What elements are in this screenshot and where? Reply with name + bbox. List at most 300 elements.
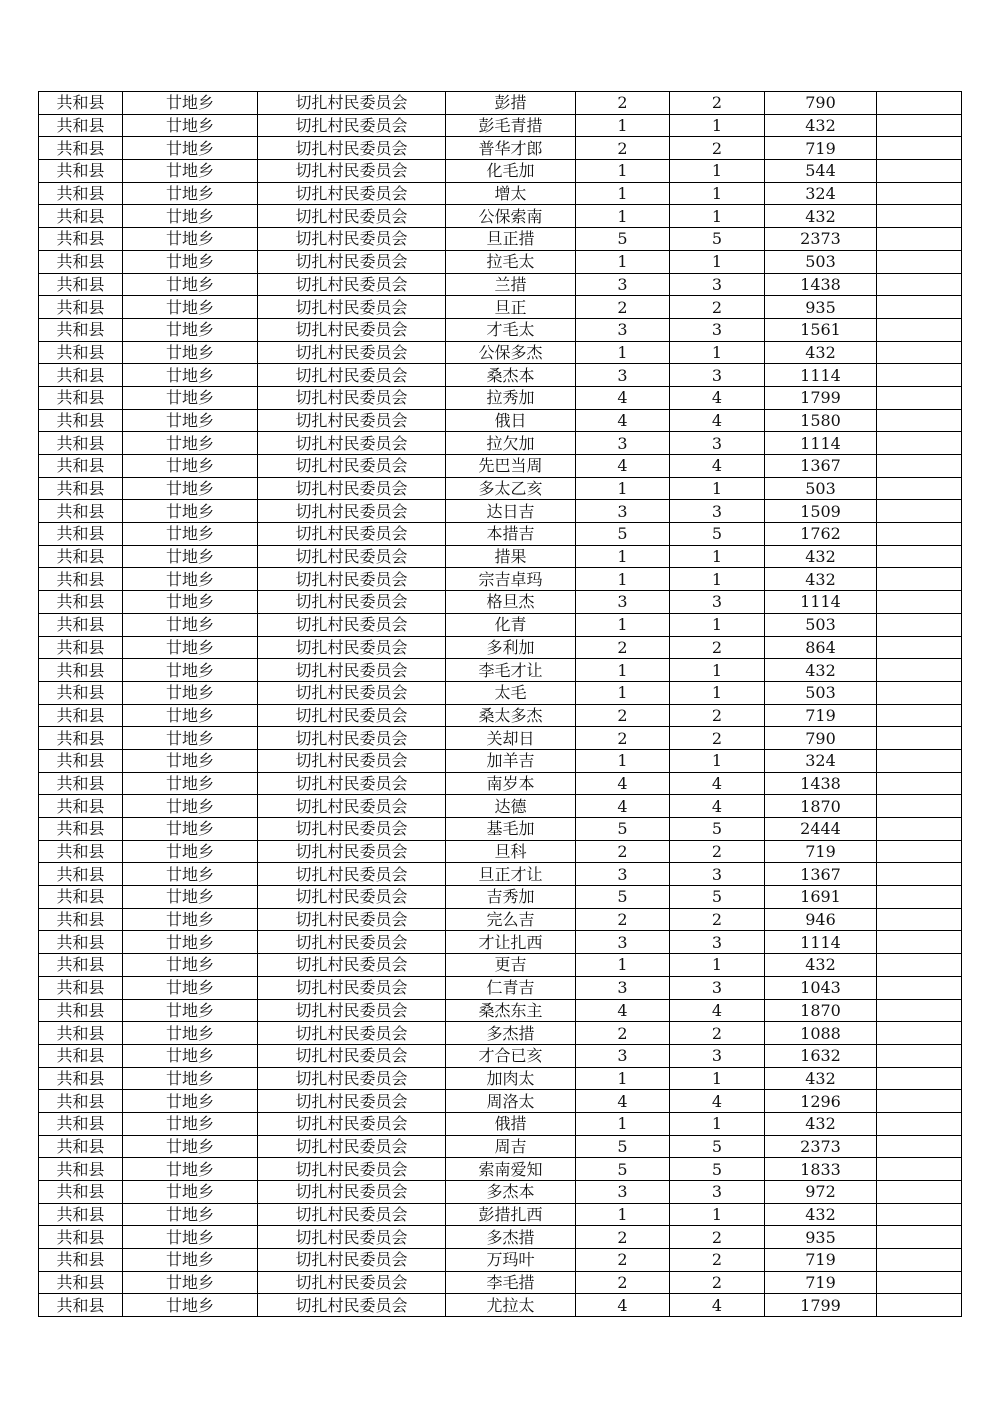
name-cell: 俄日 [446, 409, 576, 432]
remark-cell [877, 1181, 962, 1204]
county-cell: 共和县 [39, 500, 123, 523]
name-cell: 增太 [446, 182, 576, 205]
township-cell: 廿地乡 [123, 545, 258, 568]
county-cell: 共和县 [39, 636, 123, 659]
aid-count-cell: 4 [670, 999, 765, 1022]
name-cell: 彭措扎西 [446, 1203, 576, 1226]
remark-cell [877, 114, 962, 137]
amount-cell: 719 [765, 137, 877, 160]
aid-count-cell: 4 [670, 1090, 765, 1113]
county-cell: 共和县 [39, 545, 123, 568]
township-cell: 廿地乡 [123, 1226, 258, 1249]
village-committee-cell: 切扎村民委员会 [258, 386, 446, 409]
household-size-cell: 3 [576, 863, 670, 886]
village-committee-cell: 切扎村民委员会 [258, 228, 446, 251]
amount-cell: 503 [765, 613, 877, 636]
name-cell: 旦正 [446, 296, 576, 319]
county-cell: 共和县 [39, 250, 123, 273]
village-committee-cell: 切扎村民委员会 [258, 1271, 446, 1294]
aid-count-cell: 2 [670, 92, 765, 115]
township-cell: 廿地乡 [123, 160, 258, 183]
village-committee-cell: 切扎村民委员会 [258, 1249, 446, 1272]
county-cell: 共和县 [39, 613, 123, 636]
table-row [39, 749, 962, 772]
village-committee-cell: 切扎村民委员会 [258, 523, 446, 546]
amount-cell: 1114 [765, 591, 877, 614]
county-cell: 共和县 [39, 1203, 123, 1226]
household-size-cell: 3 [576, 318, 670, 341]
household-size-cell: 2 [576, 1226, 670, 1249]
table-row [39, 364, 962, 387]
village-committee-cell: 切扎村民委员会 [258, 205, 446, 228]
table-row [39, 727, 962, 750]
household-size-cell: 1 [576, 568, 670, 591]
table-row [39, 1044, 962, 1067]
remark-cell [877, 1203, 962, 1226]
table-row [39, 1090, 962, 1113]
name-cell: 格旦杰 [446, 591, 576, 614]
county-cell: 共和县 [39, 296, 123, 319]
name-cell: 关却日 [446, 727, 576, 750]
household-size-cell: 5 [576, 886, 670, 909]
household-size-cell: 3 [576, 432, 670, 455]
remark-cell [877, 613, 962, 636]
table-row [39, 92, 962, 115]
township-cell: 廿地乡 [123, 727, 258, 750]
township-cell: 廿地乡 [123, 1271, 258, 1294]
remark-cell [877, 523, 962, 546]
remark-cell [877, 772, 962, 795]
household-size-cell: 1 [576, 160, 670, 183]
township-cell: 廿地乡 [123, 205, 258, 228]
household-size-cell: 2 [576, 840, 670, 863]
remark-cell [877, 455, 962, 478]
household-size-cell: 2 [576, 92, 670, 115]
township-cell: 廿地乡 [123, 840, 258, 863]
name-cell: 拉欠加 [446, 432, 576, 455]
village-committee-cell: 切扎村民委员会 [258, 545, 446, 568]
household-size-cell: 4 [576, 386, 670, 409]
table-row [39, 318, 962, 341]
household-size-cell: 1 [576, 749, 670, 772]
household-size-cell: 5 [576, 818, 670, 841]
remark-cell [877, 318, 962, 341]
table-row [39, 1158, 962, 1181]
county-cell: 共和县 [39, 273, 123, 296]
aid-count-cell: 1 [670, 160, 765, 183]
township-cell: 廿地乡 [123, 523, 258, 546]
household-size-cell: 1 [576, 477, 670, 500]
aid-count-cell: 1 [670, 205, 765, 228]
county-cell: 共和县 [39, 228, 123, 251]
household-size-cell: 1 [576, 545, 670, 568]
township-cell: 廿地乡 [123, 409, 258, 432]
name-cell: 公保多杰 [446, 341, 576, 364]
remark-cell [877, 1067, 962, 1090]
table-row [39, 500, 962, 523]
amount-cell: 790 [765, 727, 877, 750]
name-cell: 宗吉卓玛 [446, 568, 576, 591]
aid-count-cell: 2 [670, 1226, 765, 1249]
county-cell: 共和县 [39, 886, 123, 909]
township-cell: 廿地乡 [123, 795, 258, 818]
amount-cell: 1114 [765, 432, 877, 455]
table-row [39, 772, 962, 795]
table-row [39, 1271, 962, 1294]
aid-count-cell: 3 [670, 931, 765, 954]
county-cell: 共和县 [39, 1226, 123, 1249]
remark-cell [877, 727, 962, 750]
village-committee-cell: 切扎村民委员会 [258, 749, 446, 772]
remark-cell [877, 432, 962, 455]
aid-count-cell: 1 [670, 749, 765, 772]
remark-cell [877, 1158, 962, 1181]
township-cell: 廿地乡 [123, 863, 258, 886]
household-size-cell: 2 [576, 704, 670, 727]
name-cell: 措果 [446, 545, 576, 568]
village-committee-cell: 切扎村民委员会 [258, 500, 446, 523]
village-committee-cell: 切扎村民委员会 [258, 659, 446, 682]
amount-cell: 432 [765, 954, 877, 977]
township-cell: 廿地乡 [123, 886, 258, 909]
county-cell: 共和县 [39, 205, 123, 228]
amount-cell: 432 [765, 114, 877, 137]
county-cell: 共和县 [39, 727, 123, 750]
household-size-cell: 4 [576, 999, 670, 1022]
remark-cell [877, 1090, 962, 1113]
township-cell: 廿地乡 [123, 999, 258, 1022]
table-row [39, 160, 962, 183]
aid-count-cell: 4 [670, 409, 765, 432]
table-row [39, 477, 962, 500]
village-committee-cell: 切扎村民委员会 [258, 137, 446, 160]
village-committee-cell: 切扎村民委员会 [258, 818, 446, 841]
table-row [39, 931, 962, 954]
township-cell: 廿地乡 [123, 92, 258, 115]
table-row [39, 409, 962, 432]
aid-count-cell: 2 [670, 727, 765, 750]
table-row [39, 1181, 962, 1204]
table-row [39, 886, 962, 909]
county-cell: 共和县 [39, 1249, 123, 1272]
county-cell: 共和县 [39, 1135, 123, 1158]
village-committee-cell: 切扎村民委员会 [258, 477, 446, 500]
table-row [39, 1112, 962, 1135]
name-cell: 才让扎西 [446, 931, 576, 954]
table-row [39, 205, 962, 228]
village-committee-cell: 切扎村民委员会 [258, 1090, 446, 1113]
aid-count-cell: 4 [670, 772, 765, 795]
county-cell: 共和县 [39, 749, 123, 772]
township-cell: 廿地乡 [123, 1203, 258, 1226]
household-size-cell: 5 [576, 523, 670, 546]
county-cell: 共和县 [39, 409, 123, 432]
county-cell: 共和县 [39, 1158, 123, 1181]
village-committee-cell: 切扎村民委员会 [258, 704, 446, 727]
table-row [39, 681, 962, 704]
aid-count-cell: 1 [670, 250, 765, 273]
county-cell: 共和县 [39, 341, 123, 364]
township-cell: 廿地乡 [123, 1112, 258, 1135]
table-row [39, 523, 962, 546]
township-cell: 廿地乡 [123, 228, 258, 251]
name-cell: 拉秀加 [446, 386, 576, 409]
county-cell: 共和县 [39, 182, 123, 205]
aid-count-cell: 1 [670, 1203, 765, 1226]
remark-cell [877, 1044, 962, 1067]
township-cell: 廿地乡 [123, 364, 258, 387]
amount-cell: 1833 [765, 1158, 877, 1181]
county-cell: 共和县 [39, 704, 123, 727]
name-cell: 先巴当周 [446, 455, 576, 478]
village-committee-cell: 切扎村民委员会 [258, 863, 446, 886]
aid-count-cell: 1 [670, 341, 765, 364]
village-committee-cell: 切扎村民委员会 [258, 681, 446, 704]
household-size-cell: 2 [576, 1271, 670, 1294]
aid-count-cell: 1 [670, 659, 765, 682]
remark-cell [877, 500, 962, 523]
name-cell: 万玛叶 [446, 1249, 576, 1272]
name-cell: 基毛加 [446, 818, 576, 841]
household-size-cell: 2 [576, 727, 670, 750]
amount-cell: 1799 [765, 1294, 877, 1317]
remark-cell [877, 1271, 962, 1294]
household-size-cell: 1 [576, 954, 670, 977]
remark-cell [877, 160, 962, 183]
county-cell: 共和县 [39, 772, 123, 795]
table-row [39, 228, 962, 251]
county-cell: 共和县 [39, 114, 123, 137]
remark-cell [877, 296, 962, 319]
name-cell: 本措吉 [446, 523, 576, 546]
remark-cell [877, 568, 962, 591]
household-size-cell: 4 [576, 409, 670, 432]
amount-cell: 935 [765, 1226, 877, 1249]
table-row [39, 908, 962, 931]
household-size-cell: 1 [576, 341, 670, 364]
remark-cell [877, 863, 962, 886]
name-cell: 周吉 [446, 1135, 576, 1158]
township-cell: 廿地乡 [123, 477, 258, 500]
name-cell: 普华才郎 [446, 137, 576, 160]
village-committee-cell: 切扎村民委员会 [258, 455, 446, 478]
household-size-cell: 3 [576, 500, 670, 523]
remark-cell [877, 386, 962, 409]
township-cell: 廿地乡 [123, 976, 258, 999]
village-committee-cell: 切扎村民委员会 [258, 1203, 446, 1226]
name-cell: 加羊吉 [446, 749, 576, 772]
village-committee-cell: 切扎村民委员会 [258, 591, 446, 614]
county-cell: 共和县 [39, 455, 123, 478]
county-cell: 共和县 [39, 386, 123, 409]
village-committee-cell: 切扎村民委员会 [258, 1158, 446, 1181]
remark-cell [877, 886, 962, 909]
amount-cell: 1799 [765, 386, 877, 409]
township-cell: 廿地乡 [123, 568, 258, 591]
county-cell: 共和县 [39, 364, 123, 387]
aid-count-cell: 2 [670, 908, 765, 931]
table-row [39, 704, 962, 727]
aid-count-cell: 3 [670, 591, 765, 614]
village-committee-cell: 切扎村民委员会 [258, 886, 446, 909]
table-row [39, 1022, 962, 1045]
county-cell: 共和县 [39, 840, 123, 863]
aid-count-cell: 5 [670, 886, 765, 909]
aid-count-cell: 1 [670, 477, 765, 500]
aid-count-cell: 5 [670, 818, 765, 841]
name-cell: 太毛 [446, 681, 576, 704]
aid-count-cell: 1 [670, 613, 765, 636]
aid-count-cell: 3 [670, 318, 765, 341]
name-cell: 彭措 [446, 92, 576, 115]
household-size-cell: 2 [576, 1249, 670, 1272]
township-cell: 廿地乡 [123, 1067, 258, 1090]
name-cell: 旦正才让 [446, 863, 576, 886]
village-committee-cell: 切扎村民委员会 [258, 1294, 446, 1317]
township-cell: 廿地乡 [123, 318, 258, 341]
name-cell: 才合已亥 [446, 1044, 576, 1067]
aid-count-cell: 3 [670, 500, 765, 523]
table-row [39, 455, 962, 478]
county-cell: 共和县 [39, 1271, 123, 1294]
household-size-cell: 1 [576, 250, 670, 273]
remark-cell [877, 409, 962, 432]
township-cell: 廿地乡 [123, 386, 258, 409]
township-cell: 廿地乡 [123, 114, 258, 137]
remark-cell [877, 954, 962, 977]
remark-cell [877, 1022, 962, 1045]
county-cell: 共和县 [39, 1067, 123, 1090]
table-row [39, 250, 962, 273]
county-cell: 共和县 [39, 1181, 123, 1204]
name-cell: 吉秀加 [446, 886, 576, 909]
name-cell: 旦正措 [446, 228, 576, 251]
remark-cell [877, 818, 962, 841]
amount-cell: 935 [765, 296, 877, 319]
county-cell: 共和县 [39, 591, 123, 614]
amount-cell: 719 [765, 840, 877, 863]
township-cell: 廿地乡 [123, 273, 258, 296]
village-committee-cell: 切扎村民委员会 [258, 409, 446, 432]
amount-cell: 1870 [765, 795, 877, 818]
remark-cell [877, 477, 962, 500]
village-committee-cell: 切扎村民委员会 [258, 364, 446, 387]
table-row [39, 1067, 962, 1090]
household-size-cell: 3 [576, 976, 670, 999]
township-cell: 廿地乡 [123, 1158, 258, 1181]
amount-cell: 1691 [765, 886, 877, 909]
remark-cell [877, 1249, 962, 1272]
county-cell: 共和县 [39, 523, 123, 546]
county-cell: 共和县 [39, 477, 123, 500]
aid-count-cell: 2 [670, 137, 765, 160]
village-committee-cell: 切扎村民委员会 [258, 92, 446, 115]
aid-count-cell: 4 [670, 386, 765, 409]
county-cell: 共和县 [39, 92, 123, 115]
village-committee-cell: 切扎村民委员会 [258, 160, 446, 183]
name-cell: 仁青吉 [446, 976, 576, 999]
amount-cell: 432 [765, 1112, 877, 1135]
amount-cell: 503 [765, 250, 877, 273]
remark-cell [877, 273, 962, 296]
household-size-cell: 2 [576, 636, 670, 659]
aid-count-cell: 5 [670, 1135, 765, 1158]
name-cell: 俄措 [446, 1112, 576, 1135]
amount-cell: 324 [765, 182, 877, 205]
name-cell: 桑杰本 [446, 364, 576, 387]
amount-cell: 432 [765, 341, 877, 364]
remark-cell [877, 137, 962, 160]
township-cell: 廿地乡 [123, 1249, 258, 1272]
county-cell: 共和县 [39, 1044, 123, 1067]
aid-count-cell: 3 [670, 273, 765, 296]
amount-cell: 432 [765, 1203, 877, 1226]
household-size-cell: 4 [576, 772, 670, 795]
amount-cell: 1367 [765, 863, 877, 886]
aid-count-cell: 2 [670, 840, 765, 863]
table-row [39, 1249, 962, 1272]
county-cell: 共和县 [39, 659, 123, 682]
table-row [39, 613, 962, 636]
amount-cell: 324 [765, 749, 877, 772]
table-row [39, 636, 962, 659]
township-cell: 廿地乡 [123, 591, 258, 614]
aid-count-cell: 1 [670, 545, 765, 568]
village-committee-cell: 切扎村民委员会 [258, 318, 446, 341]
remark-cell [877, 681, 962, 704]
remark-cell [877, 795, 962, 818]
table-body [39, 92, 962, 1317]
remark-cell [877, 704, 962, 727]
name-cell: 完么吉 [446, 908, 576, 931]
aid-count-cell: 3 [670, 863, 765, 886]
table-row [39, 659, 962, 682]
remark-cell [877, 999, 962, 1022]
aid-count-cell: 1 [670, 568, 765, 591]
county-cell: 共和县 [39, 863, 123, 886]
remark-cell [877, 1226, 962, 1249]
table-row [39, 182, 962, 205]
amount-cell: 2373 [765, 1135, 877, 1158]
amount-cell: 1632 [765, 1044, 877, 1067]
household-size-cell: 3 [576, 1044, 670, 1067]
county-cell: 共和县 [39, 976, 123, 999]
county-cell: 共和县 [39, 1112, 123, 1135]
township-cell: 廿地乡 [123, 1090, 258, 1113]
township-cell: 廿地乡 [123, 659, 258, 682]
aid-count-cell: 3 [670, 1044, 765, 1067]
aid-count-cell: 3 [670, 1181, 765, 1204]
amount-cell: 1438 [765, 772, 877, 795]
amount-cell: 503 [765, 477, 877, 500]
village-committee-cell: 切扎村民委员会 [258, 772, 446, 795]
name-cell: 兰措 [446, 273, 576, 296]
name-cell: 多杰措 [446, 1226, 576, 1249]
township-cell: 廿地乡 [123, 954, 258, 977]
aid-count-cell: 1 [670, 114, 765, 137]
amount-cell: 1114 [765, 364, 877, 387]
remark-cell [877, 364, 962, 387]
household-size-cell: 1 [576, 114, 670, 137]
amount-cell: 1114 [765, 931, 877, 954]
village-committee-cell: 切扎村民委员会 [258, 182, 446, 205]
village-committee-cell: 切扎村民委员会 [258, 273, 446, 296]
county-cell: 共和县 [39, 137, 123, 160]
household-size-cell: 3 [576, 364, 670, 387]
township-cell: 廿地乡 [123, 250, 258, 273]
name-cell: 彭毛青措 [446, 114, 576, 137]
table-row [39, 1135, 962, 1158]
